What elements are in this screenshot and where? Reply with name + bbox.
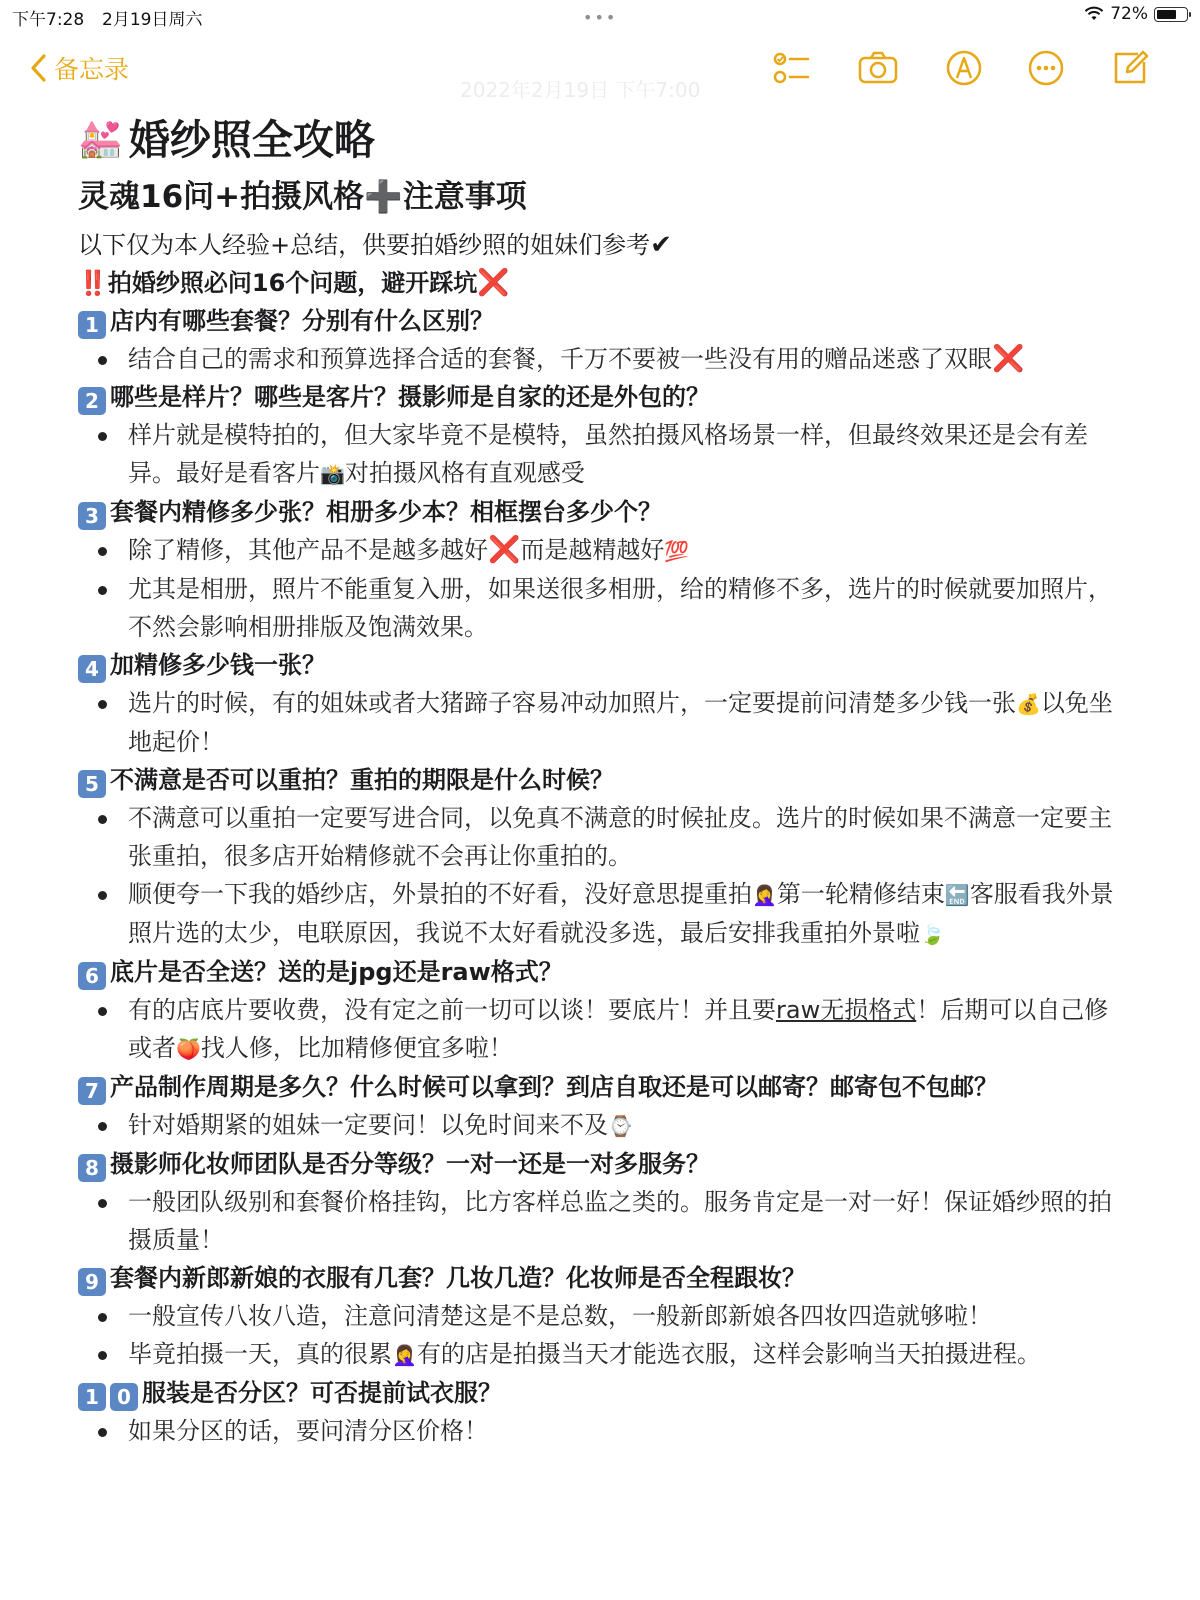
bullet-text: 毕竟拍摄一天，真的很累 — [128, 1340, 392, 1368]
list-item — [128, 416, 1118, 493]
markup-pen-icon[interactable] — [942, 46, 986, 90]
cross-icon: ❌ — [992, 344, 1025, 374]
camera-icon[interactable] — [856, 46, 900, 90]
note-title — [78, 112, 1118, 168]
list-item — [128, 1412, 1118, 1450]
note-subtitle: 灵魂16问+拍摄风格➕注意事项 — [78, 179, 527, 215]
battery-fill — [1157, 10, 1176, 19]
answer-list — [78, 1183, 1118, 1259]
keycap-1-icon: 1 — [78, 311, 106, 339]
list-item — [128, 684, 1118, 761]
cross-icon: ❌ — [477, 268, 510, 298]
status-right — [1084, 4, 1188, 24]
answer-list — [78, 1297, 1118, 1374]
bullet-text: 而是越精越好 — [520, 536, 665, 564]
answer-list — [78, 531, 1118, 646]
hundred-points-icon: 💯 — [664, 539, 690, 563]
intro-text: 以下仅为本人经验+总结，供要拍婚纱照的姐妹们参考 — [78, 231, 651, 259]
bullet-text: 选片的时候，有的姐妹或者大猪蹄子容易冲动加照片，一定要提前问清楚多少钱一张 — [128, 689, 1016, 717]
double-exclamation-icon: ‼️ — [78, 269, 108, 297]
money-bag-icon: 💰 — [1016, 692, 1041, 716]
list-item — [128, 1183, 1118, 1259]
keycap-5-icon: 5 — [78, 770, 106, 798]
list-item — [128, 1106, 1118, 1145]
answer-list — [78, 1412, 1118, 1450]
bullet-text: 针对婚期紧的姐妹一定要问！以免时间来不及 — [128, 1111, 608, 1139]
question-6 — [78, 953, 1118, 991]
keycap-1-icon: 1 — [78, 1383, 106, 1411]
chevron-left-icon — [28, 52, 50, 84]
keycap-4-icon: 4 — [78, 655, 106, 683]
question-text: 摄影师化妆师团队是否分等级？一对一还是一对多服务？ — [110, 1150, 710, 1178]
camera-flash-icon: 📸 — [320, 462, 345, 486]
list-item — [128, 875, 1118, 953]
back-label: 备忘录 — [54, 55, 130, 84]
question-text: 服装是否分区？可否提前试衣服？ — [142, 1379, 502, 1407]
bullet-text: 一般团队级别和套餐价格挂钩，比方客样总监之类的。服务肯定是一对一好！保证婚纱照的拍摄质量！ — [128, 1188, 1112, 1254]
bullet-text: 除了精修，其他产品不是越多越好 — [128, 536, 488, 564]
question-text: 产品制作周期是多久？什么时候可以拿到？到店自取还是可以邮寄？邮寄包不包邮？ — [110, 1073, 998, 1101]
question-3 — [78, 493, 1118, 531]
wedding-chapel-icon: 💒 — [78, 119, 123, 160]
question-text: 店内有哪些套餐？分别有什么区别？ — [110, 307, 494, 335]
question-8 — [78, 1145, 1118, 1183]
battery-icon — [1154, 7, 1188, 22]
keycap-7-icon: 7 — [78, 1077, 106, 1105]
bullet-text: 第一轮精修结束 — [776, 880, 945, 908]
underlined-text: raw无损格式 — [776, 996, 917, 1024]
question-4 — [78, 646, 1118, 684]
bullet-text: 尤其是相册，照片不能重复入册，如果送很多相册，给的精修不多，选片的时候就要加照片，不然会影响相册排版及饱满效果。 — [128, 575, 1112, 641]
answer-list — [78, 799, 1118, 953]
status-time: 下午7:28 — [12, 10, 85, 30]
list-item — [128, 1335, 1118, 1374]
list-item — [128, 799, 1118, 875]
bullet-text: 有的店是拍摄当天才能选衣服，这样会影响当天拍摄进程。 — [416, 1340, 1041, 1368]
multitasking-dots-icon[interactable]: ••• — [583, 8, 618, 27]
question-10 — [78, 1374, 1118, 1412]
bullet-text: 对拍摄风格有直观感受 — [344, 459, 585, 487]
question-9 — [78, 1259, 1118, 1297]
check-icon: ✔ — [650, 230, 672, 260]
battery-percent: 72% — [1110, 4, 1148, 24]
warning-line — [78, 264, 1118, 302]
list-item — [128, 1297, 1118, 1335]
question-7 — [78, 1068, 1118, 1106]
question-2 — [78, 378, 1118, 416]
peach-icon: 🍑 — [176, 1037, 201, 1061]
question-text: 套餐内精修多少张？相册多少本？相框摆台多少个？ — [110, 498, 662, 526]
list-item — [128, 340, 1118, 378]
list-item — [128, 991, 1118, 1068]
bullet-text: 有的店底片要收费，没有定之前一切可以谈！要底片！并且要 — [128, 996, 776, 1024]
bullet-text: 找人修，比加精修便宜多啦！ — [200, 1034, 513, 1062]
keycap-6-icon: 6 — [78, 962, 106, 990]
keycap-9-icon: 9 — [78, 1268, 106, 1296]
facepalm-icon: 🤦‍♀️ — [752, 883, 777, 907]
bullet-text: ！后期可以自己修或者 — [128, 996, 1109, 1062]
status-date: 2月19日周六 — [102, 10, 203, 30]
question-5 — [78, 761, 1118, 799]
answer-list — [78, 416, 1118, 493]
note-body[interactable] — [78, 112, 1118, 1450]
bullet-text: 如果分区的话，要问清分区价格！ — [128, 1417, 488, 1445]
keycap-0-icon: 0 — [110, 1383, 138, 1411]
warning-text: 拍婚纱照必问16个问题，避开踩坑 — [107, 269, 478, 297]
question-text: 加精修多少钱一张？ — [110, 651, 326, 679]
list-item — [128, 570, 1118, 646]
keycap-2-icon: 2 — [78, 387, 106, 415]
end-arrow-icon: 🔚 — [944, 883, 970, 907]
bullet-text: 不满意可以重拍一定要写进合同，以免真不满意的时候扯皮。选片的时候如果不满意一定要主张重拍，很多店开始精修就不会再让你重拍的。 — [128, 804, 1112, 870]
question-1 — [78, 302, 1118, 340]
more-icon[interactable] — [1024, 46, 1068, 90]
status-bar — [0, 0, 1200, 30]
answer-list — [78, 340, 1118, 378]
list-item — [128, 531, 1118, 570]
watch-icon: ⌚ — [608, 1114, 633, 1138]
note-date: 2022年2月19日 下午7:00 — [460, 78, 701, 102]
compose-icon[interactable] — [1108, 46, 1152, 90]
note-title-text: 婚纱照全攻略 — [128, 116, 375, 164]
answer-list — [78, 1106, 1118, 1145]
facepalm-icon: 🤦‍♀️ — [392, 1343, 417, 1367]
bullet-text: 客服看我外景照片选的太少，电联原因，我说不太好看就没多选，最后安排我重拍外景啦 — [128, 880, 1114, 947]
cross-icon: ❌ — [488, 535, 521, 565]
keycap-3-icon: 3 — [78, 502, 106, 530]
question-text: 哪些是样片？哪些是客片？摄影师是自家的还是外包的？ — [110, 383, 710, 411]
bullet-text: 顺便夸一下我的婚纱店，外景拍的不好看，没好意思提重拍 — [128, 880, 752, 908]
bullet-text: 样片就是模特拍的，但大家毕竟不是模特，虽然拍摄风格场景一样，但最终效果还是会有差异。最好是看客片 — [128, 421, 1088, 487]
bullet-text: 结合自己的需求和预算选择合适的套餐，千万不要被一些没有用的赠品迷惑了双眼 — [128, 345, 992, 373]
question-text: 套餐内新郎新娘的衣服有几套？几妆几造？化妆师是否全程跟妆？ — [110, 1264, 806, 1292]
back-button[interactable] — [28, 50, 129, 86]
question-text: 底片是否全送？送的是jpg还是raw格式？ — [110, 958, 563, 986]
intro-line — [78, 226, 1118, 264]
answer-list — [78, 684, 1118, 761]
wifi-icon — [1084, 6, 1104, 22]
leaf-icon: 🍃 — [920, 922, 945, 946]
bullet-text: 以免坐地起价！ — [128, 689, 1113, 756]
checklist-icon[interactable] — [770, 46, 814, 90]
keycap-8-icon: 8 — [78, 1154, 106, 1182]
question-text: 不满意是否可以重拍？重拍的期限是什么时候？ — [110, 766, 614, 794]
answer-list — [78, 991, 1118, 1068]
bullet-text: 一般宣传八妆八造，注意问清楚这是不是总数，一般新郎新娘各四妆四造就够啦！ — [128, 1302, 992, 1330]
